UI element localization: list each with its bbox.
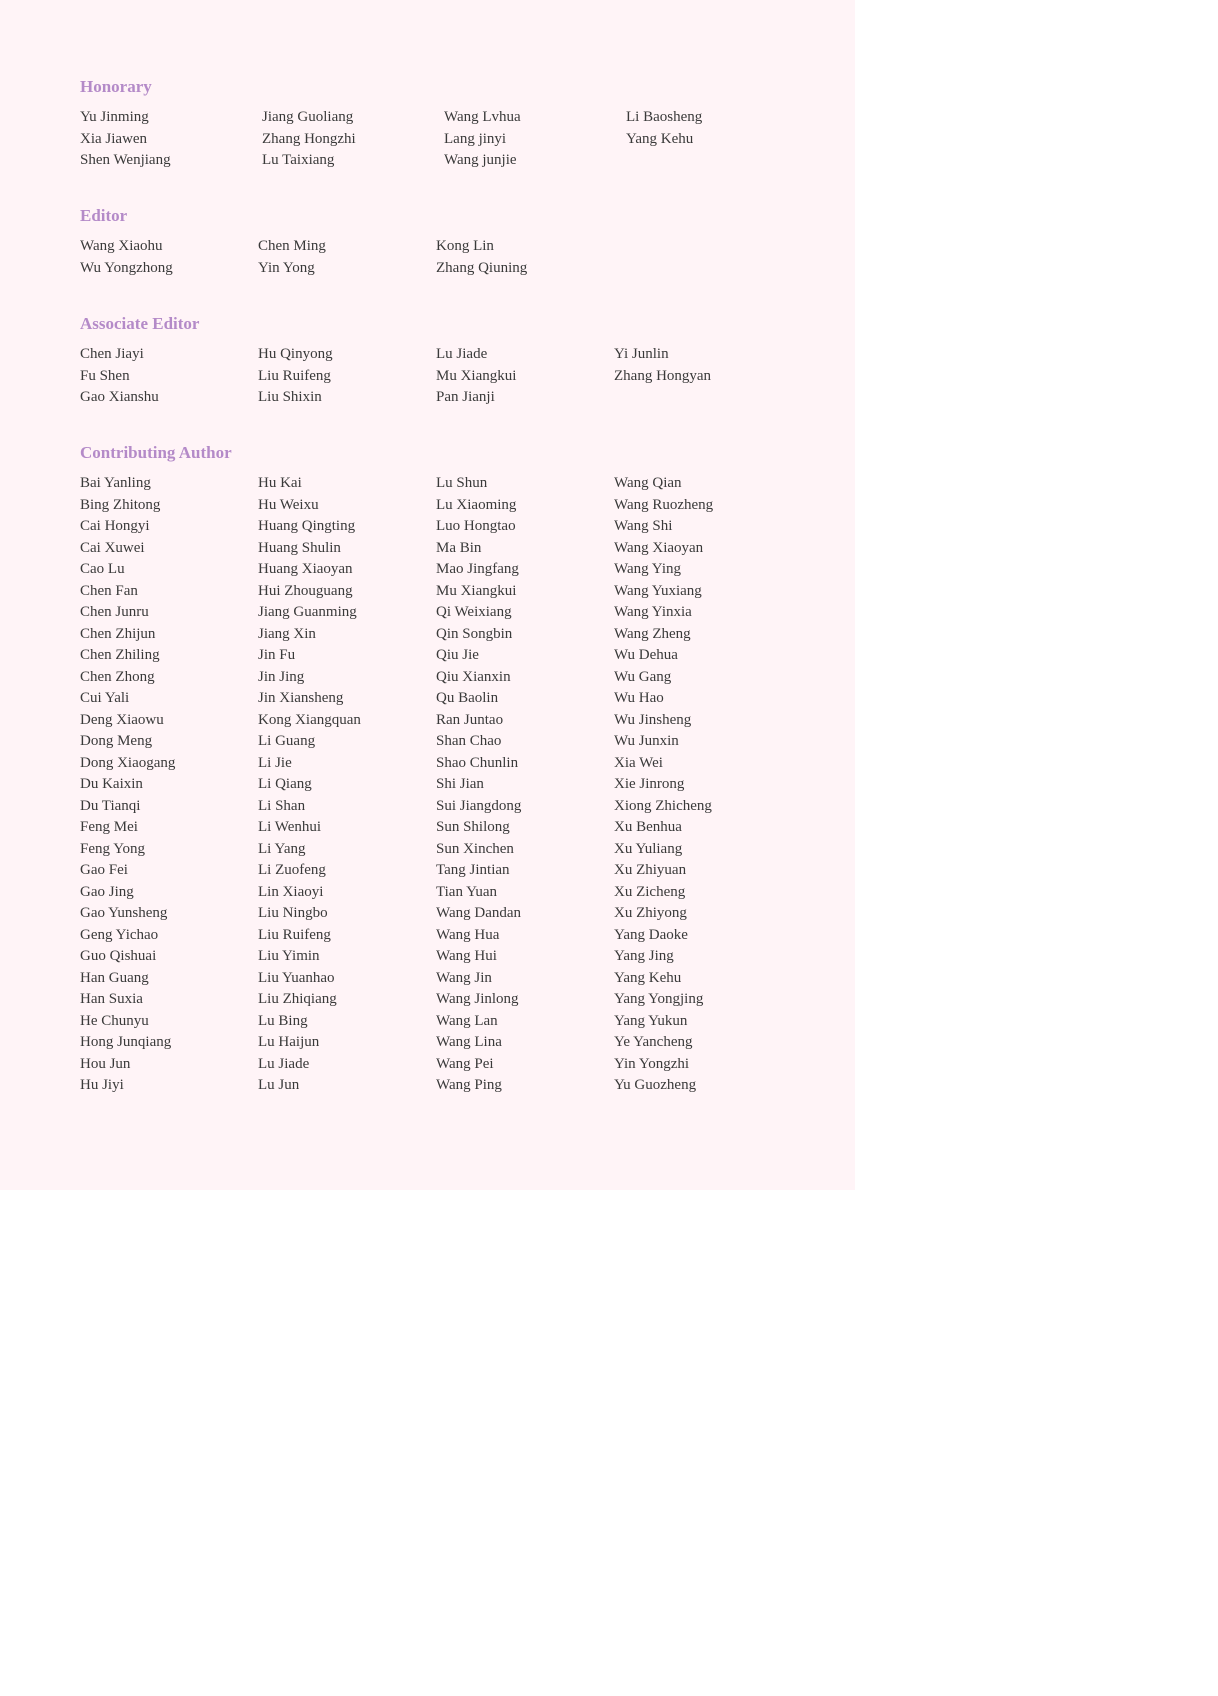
person-name: Kong Lin	[436, 238, 494, 254]
person-name: Wang Hui	[436, 948, 497, 964]
person-name: Geng Yichao	[80, 926, 159, 943]
person-name: Cai Xuwei	[80, 539, 145, 556]
person-name: Cui Yali	[80, 690, 130, 706]
person-name: Wang Xiaoyan	[614, 539, 704, 556]
person-name: Xu Zhiyuan	[614, 862, 687, 878]
person-name: Lu Jiade	[436, 346, 488, 362]
person-name: Lin Xiaoyi	[258, 883, 324, 900]
person-name: Yang Yukun	[614, 1012, 688, 1029]
person-name: Xiong Zhicheng	[614, 797, 712, 814]
person-name: Liu Yuanhao	[258, 969, 335, 986]
person-name: Shi Jian	[436, 776, 484, 792]
person-name: Cai Hongyi	[80, 518, 150, 534]
person-name: Dong Meng	[80, 733, 153, 749]
person-name: Wang Lvhua	[444, 109, 521, 125]
person-name: Jiang Xin	[258, 625, 316, 642]
person-name: Dong Xiaogang	[80, 754, 176, 771]
person-name: Ran Juntao	[436, 711, 504, 728]
person-name: Mu Xiangkui	[436, 367, 517, 384]
person-name: Chen Zhong	[80, 668, 155, 685]
person-name: Feng Yong	[80, 840, 146, 857]
person-name: Han Guang	[80, 969, 149, 986]
person-name	[626, 150, 808, 172]
person-name: Lu Xiaoming	[436, 496, 517, 513]
person-name: Du Tianqi	[80, 797, 141, 814]
person-name: Jiang Guoliang	[262, 109, 354, 125]
person-name: Wang Pei	[436, 1055, 494, 1072]
person-name: Chen Zhijun	[80, 625, 156, 642]
person-name: Gao Xianshu	[80, 389, 159, 405]
person-name: He Chunyu	[80, 1012, 149, 1029]
person-name: Mu Xiangkui	[436, 582, 517, 599]
person-name	[614, 387, 792, 409]
person-name: Li Guang	[258, 733, 316, 749]
person-name: Hong Junqiang	[80, 1034, 172, 1050]
section-title-honorary: Honorary	[80, 77, 152, 96]
person-name: Li Qiang	[258, 776, 312, 792]
name-grid-contributing-author	[80, 473, 792, 1097]
person-name: Lu Haijun	[258, 1034, 320, 1050]
person-name: Chen Junru	[80, 604, 149, 620]
person-name: Gao Fei	[80, 862, 128, 878]
name-grid-honorary	[80, 107, 808, 172]
person-name: Deng Xiaowu	[80, 711, 164, 728]
person-name: Li Baosheng	[626, 109, 703, 125]
person-name: Yang Jing	[614, 948, 674, 964]
section-title-contributing-author: Contributing Author	[80, 443, 232, 462]
person-name: Kong Xiangquan	[258, 711, 361, 728]
person-name: Liu Ruifeng	[258, 367, 331, 384]
person-name: Wang Lina	[436, 1034, 502, 1050]
person-name: Xie Jinrong	[614, 776, 685, 792]
person-name: Li Shan	[258, 797, 306, 814]
person-name: Luo Hongtao	[436, 518, 516, 534]
person-name: Shao Chunlin	[436, 754, 519, 771]
person-name: Hu Weixu	[258, 496, 319, 513]
person-name: Chen Fan	[80, 582, 138, 599]
section-associate-editor	[80, 314, 792, 409]
person-name: Zhang Qiuning	[436, 259, 528, 276]
person-name: Ma Bin	[436, 539, 482, 556]
person-name: Lu Taixiang	[262, 152, 335, 168]
person-name: Wu Jinsheng	[614, 711, 692, 728]
person-name: Yu Jinming	[80, 109, 149, 125]
section-contributing-author	[80, 443, 792, 1097]
person-name: Chen Ming	[258, 238, 326, 254]
person-name: Pan Jianji	[436, 389, 495, 405]
person-name: Li Jie	[258, 754, 292, 771]
person-name: Yi Junlin	[614, 346, 669, 362]
person-name: Du Kaixin	[80, 776, 143, 792]
person-name: Hu Kai	[258, 475, 302, 491]
section-title-editor: Editor	[80, 206, 128, 225]
person-name: Xu Yuliang	[614, 840, 683, 857]
person-name: Wang Ying	[614, 561, 681, 577]
person-name: Yu Guozheng	[614, 1077, 697, 1093]
person-name: Huang Xiaoyan	[258, 561, 353, 577]
section-title-associate-editor: Associate Editor	[80, 314, 200, 333]
person-name: Liu Ningbo	[258, 905, 328, 921]
person-name: Xia Wei	[614, 754, 663, 771]
person-name: Liu Yimin	[258, 948, 320, 964]
person-name: Jin Xiansheng	[258, 690, 344, 706]
person-name: Sun Shilong	[436, 819, 510, 835]
person-name: Xu Zicheng	[614, 883, 686, 900]
person-name: Yin Yong	[258, 259, 315, 276]
document-page	[0, 0, 855, 1190]
person-name: Qi Weixiang	[436, 604, 512, 620]
person-name: Liu Shixin	[258, 389, 322, 405]
person-name: Huang Qingting	[258, 518, 356, 534]
person-name: Hou Jun	[80, 1055, 131, 1072]
person-name: Mao Jingfang	[436, 561, 519, 577]
person-name: Qin Songbin	[436, 625, 513, 642]
person-name: Liu Ruifeng	[258, 926, 331, 943]
person-name: Wang Jinlong	[436, 991, 519, 1007]
person-name: Wu Junxin	[614, 733, 679, 749]
person-name: Lu Jun	[258, 1077, 300, 1093]
person-name: Wu Dehua	[614, 647, 678, 663]
person-name: Lu Shun	[436, 475, 488, 491]
person-name: Wang Dandan	[436, 905, 522, 921]
person-name: Lu Jiade	[258, 1055, 310, 1072]
person-name: Xu Benhua	[614, 819, 682, 835]
person-name: Han Suxia	[80, 991, 143, 1007]
person-name: Wang Ruozheng	[614, 496, 714, 513]
person-name: Wu Yongzhong	[80, 259, 173, 276]
person-name: Qiu Jie	[436, 647, 479, 663]
person-name: Yang Daoke	[614, 926, 688, 943]
person-name: Gao Jing	[80, 883, 134, 900]
person-name: Wang Ping	[436, 1077, 502, 1093]
person-name: Xia Jiawen	[80, 130, 148, 147]
person-name: Cao Lu	[80, 561, 125, 577]
name-grid-editor	[80, 236, 792, 279]
person-name: Jin Fu	[258, 647, 296, 663]
person-name: Qiu Xianxin	[436, 668, 511, 685]
person-name: Sun Xinchen	[436, 840, 514, 857]
person-name: Yang Yongjing	[614, 991, 704, 1007]
person-name: Jiang Guanming	[258, 604, 357, 620]
person-name: Zhang Hongzhi	[262, 130, 356, 147]
person-name: Xu Zhiyong	[614, 905, 687, 921]
person-name: Fu Shen	[80, 367, 130, 384]
person-name: Lu Bing	[258, 1012, 308, 1029]
person-name: Wang Yuxiang	[614, 582, 702, 599]
name-grid-associate-editor	[80, 344, 792, 409]
person-name: Yang Kehu	[614, 969, 682, 986]
person-name: Wang junjie	[444, 152, 517, 168]
person-name: Li Zuofeng	[258, 862, 326, 878]
person-name: Wang Yinxia	[614, 604, 692, 620]
person-name: Wang Hua	[436, 926, 500, 943]
person-name	[614, 236, 792, 258]
person-name: Bai Yanling	[80, 475, 151, 491]
person-name: Tian Yuan	[436, 883, 497, 900]
person-name: Gao Yunsheng	[80, 905, 168, 921]
person-name: Hui Zhouguang	[258, 582, 353, 599]
person-name: Chen Zhiling	[80, 647, 160, 663]
section-honorary	[80, 77, 808, 172]
person-name: Li Wenhui	[258, 819, 322, 835]
person-name: Hu Jiyi	[80, 1077, 124, 1093]
person-name: Jin Jing	[258, 668, 305, 685]
person-name: Shan Chao	[436, 733, 502, 749]
person-name	[614, 258, 792, 280]
person-name: Wang Qian	[614, 475, 682, 491]
person-name: Liu Zhiqiang	[258, 991, 337, 1007]
person-name: Bing Zhitong	[80, 496, 161, 513]
person-name: Huang Shulin	[258, 539, 341, 556]
person-name: Wang Shi	[614, 518, 673, 534]
person-name: Yang Kehu	[626, 130, 694, 147]
person-name: Wang Zheng	[614, 625, 691, 642]
person-name: Wu Hao	[614, 690, 664, 706]
person-name: Wang Jin	[436, 969, 492, 986]
person-name: Chen Jiayi	[80, 346, 144, 362]
person-name: Zhang Hongyan	[614, 367, 712, 384]
person-name: Shen Wenjiang	[80, 152, 171, 168]
person-name: Sui Jiangdong	[436, 797, 522, 814]
person-name: Yin Yongzhi	[614, 1055, 690, 1072]
person-name: Ye Yancheng	[614, 1034, 693, 1050]
person-name: Tang Jintian	[436, 862, 510, 878]
person-name: Guo Qishuai	[80, 948, 157, 964]
person-name: Lang jinyi	[444, 130, 507, 147]
person-name: Feng Mei	[80, 819, 138, 835]
person-name: Wang Xiaohu	[80, 238, 163, 254]
person-name: Li Yang	[258, 840, 306, 857]
person-name: Wang Lan	[436, 1012, 498, 1029]
person-name: Qu Baolin	[436, 690, 499, 706]
person-name: Wu Gang	[614, 668, 672, 685]
person-name: Hu Qinyong	[258, 346, 333, 362]
section-editor	[80, 206, 792, 279]
